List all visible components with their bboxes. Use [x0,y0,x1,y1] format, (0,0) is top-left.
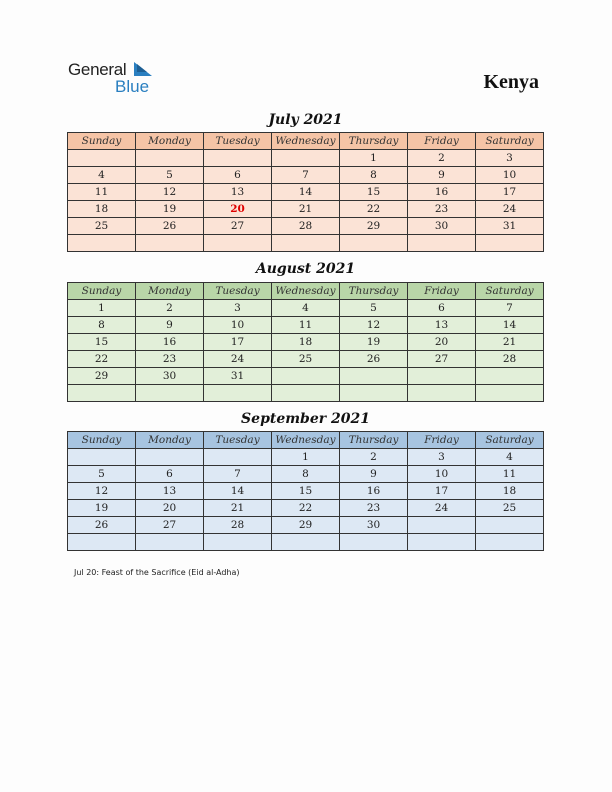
day-cell: 11 [68,184,136,201]
day-cell [204,235,272,252]
country-name: Kenya [483,71,539,93]
logo-general-text: General [68,60,127,79]
day-cell: 28 [204,517,272,534]
day-cell: 18 [476,483,544,500]
day-cell: 25 [272,351,340,368]
weekday-header: Tuesday [204,283,272,300]
day-cell: 21 [204,500,272,517]
day-cell [272,534,340,551]
day-cell: 9 [136,317,204,334]
day-cell: 11 [272,317,340,334]
day-cell: 27 [204,218,272,235]
weekday-header: Wednesday [272,283,340,300]
weekday-header: Thursday [340,432,408,449]
day-cell [408,534,476,551]
day-cell: 15 [272,483,340,500]
calendar-august [67,282,544,402]
day-cell [408,385,476,402]
day-cell: 17 [204,334,272,351]
day-cell: 1 [340,150,408,167]
logo-flag-icon [134,62,154,78]
day-cell: 20 [204,201,272,218]
day-cell [136,449,204,466]
day-cell: 2 [340,449,408,466]
calendar-september [67,431,544,551]
day-cell: 12 [136,184,204,201]
day-cell: 2 [408,150,476,167]
day-cell: 17 [408,483,476,500]
day-cell: 28 [272,218,340,235]
month-title-august: August 2021 [255,261,356,277]
day-cell: 27 [136,517,204,534]
day-cell: 23 [136,351,204,368]
day-cell: 13 [136,483,204,500]
week-row [68,334,544,351]
week-row [68,201,544,218]
day-cell: 5 [136,167,204,184]
day-cell: 20 [136,500,204,517]
day-cell [340,368,408,385]
day-cell [68,449,136,466]
day-cell: 30 [136,368,204,385]
day-cell: 14 [272,184,340,201]
weekday-header: Thursday [340,133,408,150]
week-row [68,184,544,201]
day-cell [476,517,544,534]
weekday-header: Wednesday [272,432,340,449]
day-cell: 16 [408,184,476,201]
day-cell [136,150,204,167]
day-cell: 24 [408,500,476,517]
day-cell: 16 [136,334,204,351]
day-cell [272,150,340,167]
day-cell: 4 [476,449,544,466]
day-cell: 26 [68,517,136,534]
day-cell: 6 [408,300,476,317]
day-cell [204,534,272,551]
day-cell [476,385,544,402]
logo-blue-text: Blue [115,77,150,96]
day-cell: 14 [476,317,544,334]
day-cell [68,385,136,402]
day-cell [204,385,272,402]
day-cell: 26 [340,351,408,368]
week-row [68,150,544,167]
day-cell: 5 [68,466,136,483]
week-row [68,500,544,517]
weekday-header: Sunday [68,133,136,150]
day-cell: 18 [272,334,340,351]
day-cell: 1 [272,449,340,466]
day-cell: 21 [272,201,340,218]
weekday-header: Monday [136,133,204,150]
week-row [68,218,544,235]
day-cell: 14 [204,483,272,500]
day-cell: 7 [272,167,340,184]
weekday-header: Sunday [68,283,136,300]
day-cell: 19 [136,201,204,218]
day-cell [136,235,204,252]
weekday-header: Tuesday [204,432,272,449]
day-cell [476,235,544,252]
day-cell [136,385,204,402]
day-cell [476,534,544,551]
day-cell: 24 [204,351,272,368]
day-cell: 4 [272,300,340,317]
day-cell: 6 [204,167,272,184]
day-cell: 10 [476,167,544,184]
day-cell: 7 [204,466,272,483]
day-cell [204,150,272,167]
day-cell [340,235,408,252]
day-cell: 7 [476,300,544,317]
day-cell: 3 [204,300,272,317]
day-cell [68,235,136,252]
day-cell: 22 [68,351,136,368]
week-row [68,368,544,385]
day-cell: 15 [68,334,136,351]
day-cell: 30 [408,218,476,235]
day-cell: 10 [204,317,272,334]
week-row [68,466,544,483]
day-cell [340,385,408,402]
week-row [68,483,544,500]
day-cell: 27 [408,351,476,368]
week-row [68,385,544,402]
week-row [68,235,544,252]
month-title-september: September 2021 [241,411,370,427]
day-cell: 31 [204,368,272,385]
day-cell [408,368,476,385]
day-cell: 31 [476,218,544,235]
weekday-header: Friday [408,283,476,300]
week-row [68,317,544,334]
day-cell: 13 [204,184,272,201]
day-cell [204,449,272,466]
day-cell: 17 [476,184,544,201]
day-cell: 30 [340,517,408,534]
day-cell: 23 [408,201,476,218]
day-cell: 19 [340,334,408,351]
weekday-header-row [68,133,544,150]
day-cell: 29 [68,368,136,385]
day-cell: 6 [136,466,204,483]
day-cell: 8 [68,317,136,334]
day-cell: 25 [476,500,544,517]
day-cell: 12 [340,317,408,334]
weekday-header: Saturday [476,133,544,150]
day-cell: 13 [408,317,476,334]
week-row [68,517,544,534]
day-cell: 12 [68,483,136,500]
day-cell: 29 [340,218,408,235]
day-cell: 4 [68,167,136,184]
day-cell: 1 [68,300,136,317]
week-row [68,534,544,551]
week-row [68,167,544,184]
day-cell: 26 [136,218,204,235]
month-title-july: July 2021 [268,112,343,128]
weekday-header: Wednesday [272,133,340,150]
weekday-header: Friday [408,133,476,150]
day-cell [68,534,136,551]
day-cell [272,368,340,385]
day-cell: 21 [476,334,544,351]
weekday-header: Monday [136,283,204,300]
day-cell [272,385,340,402]
day-cell: 25 [68,218,136,235]
day-cell: 22 [272,500,340,517]
day-cell: 24 [476,201,544,218]
day-cell: 19 [68,500,136,517]
weekday-header: Sunday [68,432,136,449]
day-cell: 3 [476,150,544,167]
day-cell: 5 [340,300,408,317]
weekday-header: Monday [136,432,204,449]
day-cell [136,534,204,551]
weekday-header-row [68,432,544,449]
day-cell: 15 [340,184,408,201]
week-row [68,300,544,317]
day-cell: 29 [272,517,340,534]
day-cell: 16 [340,483,408,500]
weekday-header: Saturday [476,432,544,449]
weekday-header: Saturday [476,283,544,300]
day-cell [272,235,340,252]
day-cell: 22 [340,201,408,218]
day-cell: 11 [476,466,544,483]
day-cell: 8 [340,167,408,184]
day-cell [340,534,408,551]
day-cell: 28 [476,351,544,368]
day-cell: 10 [408,466,476,483]
calendar-july [67,132,544,252]
day-cell: 20 [408,334,476,351]
weekday-header-row [68,283,544,300]
day-cell: 23 [340,500,408,517]
week-row [68,351,544,368]
weekday-header: Thursday [340,283,408,300]
weekday-header: Friday [408,432,476,449]
holiday-note: Jul 20: Feast of the Sacrifice (Eid al-Adha) [74,568,240,577]
day-cell: 3 [408,449,476,466]
day-cell: 9 [340,466,408,483]
day-cell [408,517,476,534]
weekday-header: Tuesday [204,133,272,150]
day-cell: 9 [408,167,476,184]
day-cell: 18 [68,201,136,218]
day-cell: 2 [136,300,204,317]
general-blue-logo [68,60,168,100]
day-cell: 8 [272,466,340,483]
day-cell [68,150,136,167]
day-cell [476,368,544,385]
day-cell [408,235,476,252]
week-row [68,449,544,466]
